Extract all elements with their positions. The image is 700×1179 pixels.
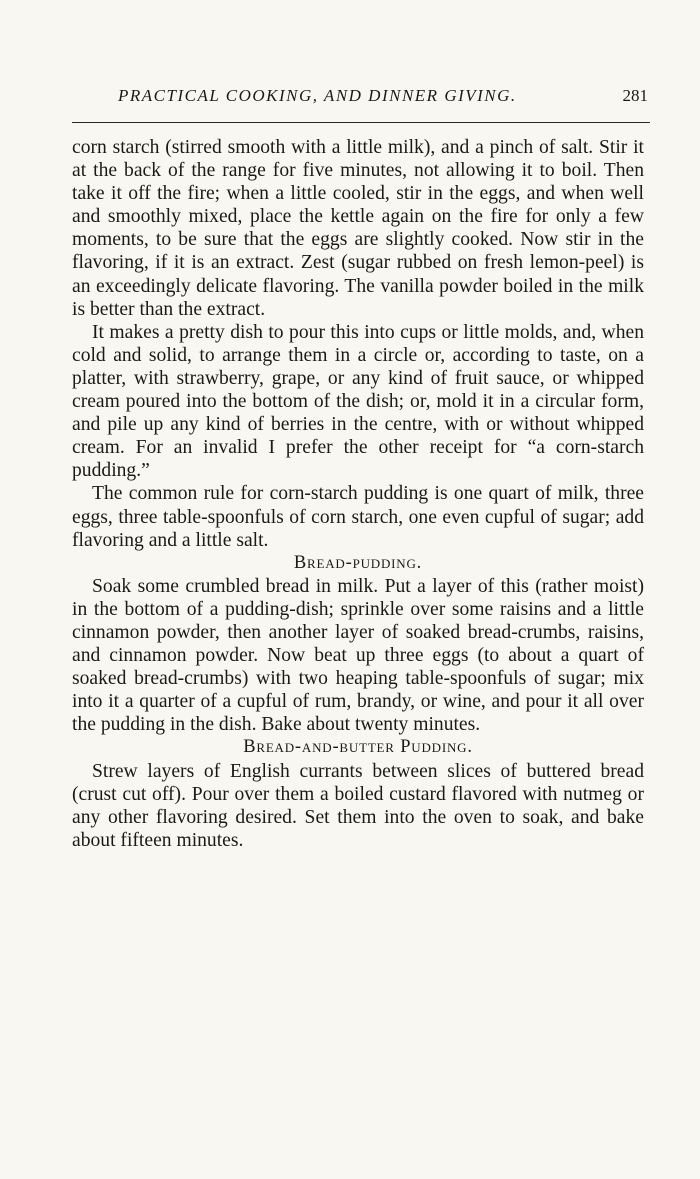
page-body [72, 136, 644, 852]
section-text-bread-pudding: Soak some crumbled bread in milk. Put a layer of this (rather moist) in the bottom of a pudding-dish; sprinkle over some raisins and a little cinnamon powder, then another layer of soaked bread-crumbs, raisins, and cinnamon powder. Now beat up three eggs (to about a quart of soaked bread-crumbs) with two heaping table-spoonfuls of sugar; mix into it a quarter of a cupful of rum, brandy, or wine, and pour it all over the pudding in the dish. Bake about twenty minutes. [72, 575, 644, 736]
paragraph: The common rule for corn-starch pudding is one quart of milk, three eggs, three table-spoonfuls of corn starch, one even cupful of sugar; add flavoring and a little salt. [72, 483, 644, 551]
paragraph: It makes a pretty dish to pour this into cups or little molds, and, when cold and solid, to arrange them in a circle or, according to taste, on a platter, with strawberry, grape, or any kind of fruit sauce, or whipped cream poured into the bottom of the dish; or, mold it in a circular form, and pile up any kind of berries in the centre, with or without whipped cream. For an invalid I prefer the other receipt for “a corn-starch pudding.” [72, 321, 644, 482]
header-rule [72, 122, 650, 123]
section-heading-bread-pudding: Bread-pudding. [293, 552, 423, 573]
section-text-bread-and-butter-pudding: Strew layers of English currants between slices of buttered bread (crust cut off). Pour over them a boiled custard flavored with nutmeg or any other flavoring desired. Set them into the oven to soak, and bake about fifteen minutes. [72, 760, 644, 851]
page-number: 281 [622, 86, 648, 105]
paragraph-continued: corn starch (stirred smooth with a little milk), and a pinch of salt. Stir it at the back of the range for five minutes, not allowing it to boil. Then take it off the fire; when a little cooled, stir in the eggs, and when well and smoothly mixed, place the kettle again on the fire for only a few moments, to be sure that the eggs are slightly cooked. Now stir in the flavoring, if it is an extract. Zest (sugar rubbed on fresh lemon-peel) is an exceedingly delicate flavoring. The vanilla powder boiled in the milk is better than the extract. [72, 137, 644, 320]
section-heading-bread-and-butter-pudding: Bread-and-butter Pudding. [243, 737, 473, 758]
page-header [72, 86, 656, 116]
running-head: PRACTICAL COOKING, AND DINNER GIVING. [118, 86, 517, 105]
